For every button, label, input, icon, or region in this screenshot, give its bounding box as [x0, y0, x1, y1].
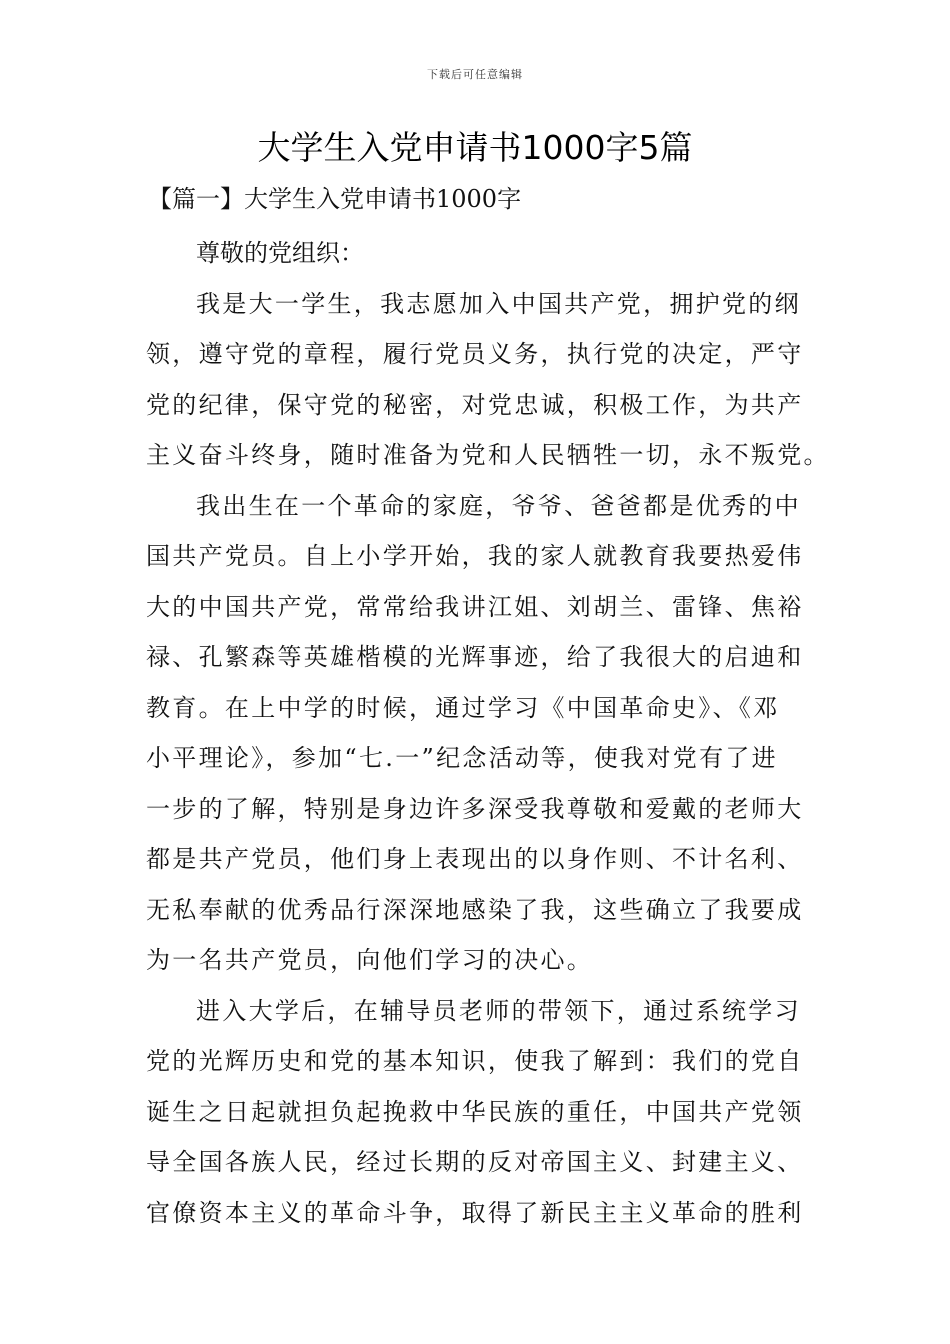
text-line: 党的光辉历史和党的基本知识，使我了解到：我们的党自 [146, 1047, 804, 1075]
text-line: 官僚资本主义的革命斗争，取得了新民主主义革命的胜利 [146, 1198, 804, 1227]
text-line: 大的中国共产党，常常给我讲江姐、刘胡兰、雷锋、焦裕 [146, 592, 804, 621]
header-note: 下载后可任意编辑 [427, 68, 523, 81]
text-line: 领，遵守党的章程，履行党员义务，执行党的决定，严守 [146, 340, 804, 368]
text-line: 诞生之日起就担负起挽救中华民族的重任，中国共产党领 [146, 1097, 804, 1126]
text-line: 国共产党员。自上小学开始，我的家人就教育我要热爱伟 [146, 542, 804, 570]
paragraph-1 [146, 279, 830, 481]
text-line: 小平理论》，参加“七.一”纪念活动等，使我对党有了进 [146, 744, 778, 772]
section-heading: 【篇一】大学生入党申请书1000字 [148, 185, 522, 213]
text-line: 我是大一学生，我志愿加入中国共产党，拥护党的纲 [196, 289, 801, 318]
text-line: 党的纪律，保守党的秘密，对党忠诚，积极工作，为共产 [146, 390, 804, 419]
salutation: 尊敬的党组织： [196, 239, 364, 267]
text-line: 都是共产党员，他们身上表现出的以身作则、不计名利、 [146, 845, 804, 873]
document-title: 大学生入党申请书1000字5篇 [257, 128, 693, 167]
text-line: 无私奉献的优秀品行深深地感染了我，这些确立了我要成 [146, 895, 804, 924]
text-line: 导全国各族人民，经过长期的反对帝国主义、封建主义、 [146, 1148, 804, 1176]
text-line: 教育。在上中学的时候，通过学习《中国革命史》、《邓 [146, 693, 780, 722]
text-line: 为一名共产党员，向他们学习的决心。 [146, 946, 594, 974]
paragraph-2 [146, 481, 810, 986]
paragraph-3 [146, 986, 810, 1239]
text-line: 我出生在一个革命的家庭，爷爷、爸爸都是优秀的中 [196, 491, 801, 520]
text-line: 禄、孔繁森等英雄楷模的光辉事迹，给了我很大的启迪和 [146, 643, 804, 671]
text-line: 一步的了解，特别是身边许多深受我尊敬和爱戴的老师大 [146, 794, 804, 823]
text-line: 主义奋斗终身，随时准备为党和人民牺牲一切，永不叛党。 [146, 441, 830, 469]
body-text [146, 228, 830, 1238]
text-line: 进入大学后，在辅导员老师的带领下，通过系统学习 [196, 996, 801, 1025]
